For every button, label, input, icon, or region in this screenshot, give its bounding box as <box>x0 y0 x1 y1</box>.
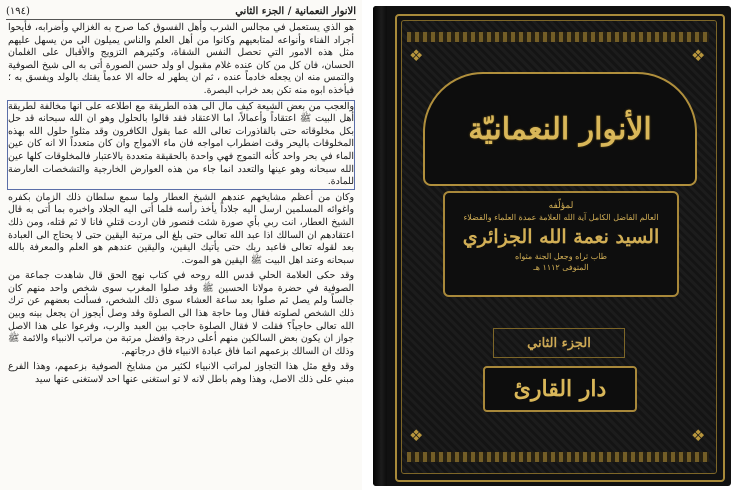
book-title: الأنوار النعمانيّة <box>468 111 652 147</box>
cover-author-panel <box>443 191 679 297</box>
book-cover <box>373 6 731 486</box>
running-title: الانوار النعمانية / الجزء الثاني <box>235 5 356 17</box>
corner-ornament-icon: ❖ <box>409 46 424 65</box>
author-honorific: العالم الفاضل الكامل آية الله العلامة عمدة العلماء والفضلاء <box>463 213 659 222</box>
paragraph: وقد حكى العلامة الحلي قدس الله روحه في كتاب نهج الحق قال شاهدت جماعة من الصوفية في حضرة مولانا الحسين ﷺ وقد صلوا المغرب سوى شخص واحد منهم كان جالساً ولم يصل ثم صلوا بعد ساعة العشاء سوى ذلك الشخص، فسألت بعضهم عن ترك ذلك الشخص لصلوته فقال وما حاجة هذا الى الصلوة وقد وصل أيجوز ان يجعل بينه وبين الله تعالى حاجباً؟ فقلت لا فقال الصلوة حاجب بين العبد والرب، وفرعوا على هذا الاصل جواز ان يكون بعض السالكين منهم أعلى درجة وافضل مرتبة من مراتب الانبياء والائمة ﷺ وذلك ان السالك بزعمهم انما فاق عبادة الانبياء فاق درجاتهم. <box>8 270 354 357</box>
cover-bottom-ornament-band <box>407 452 709 462</box>
volume-label: الجزء الثاني <box>493 328 625 358</box>
highlighted-paragraph: والعجب من بعض الشيعة كيف مال الى هذه الطريقة مع اطلاعه على انها مخالفة لطريقة أهل البيت ﷺ اعتقاداً وأعمالاً، اما الاعتقاد فقد قالوا بالحلول وهو ان الله سبحانه قد حل بكل مخلوقاته حتى بالقاذورات تعالى الله عما يقول الكافرون وقد مثلوا حلول الله بهذه المخلوقات باليحر وقت اضطراب امواجه فان ماء الامواج وان كان متعدداً الا انه كان عين الماء في بحر واحد كأنه التموج فهي واحدة بالحقيقة متعددة بالاعتبار فالمخلوقات كلها عين الله سبحانه وهو عينها والتعدد انما جاء من هذه العوارض الخارجية والتشخصات العارضة للمادة. <box>8 100 354 188</box>
author-blessing: طاب ثراه وجعل الجنة مثواه <box>514 252 608 261</box>
page-number: (١٩٤) <box>6 5 30 17</box>
corner-ornament-icon: ❖ <box>691 426 706 445</box>
paragraph: هو الذي يستعمل في مجالس الشرب وأهل الفسوق كما صرح به الغزالي وأضرابه، فأيحوا أجراد الفناء وأنواعه لمتابعيهم وكانوا من أهل العلم والناس يميلون الى من يسهل عليهم مثل هذه الامور التي تحصل النفس الشقاة، وكثيرهم التزويج والأقبال على الغلمان الحسان، فان كل من كان عنده غلام مقبول او ولد حسن الصورة أتى به الى شيخ الصوفية والتمس منه ان يجعله خادماً عنده ، ثم ان يطهر له حاله الا عدماً يقتك بالولد ويفسق به ؛ فيأخذه ابوه منه تكن بعد خراب البصرة. <box>8 22 354 96</box>
paragraph: وكان من أعظم مشايخهم عندهم الشيخ العطار ولما سمع سلطان ذلك الزمان بكفره واغوائه المسلمين ارسل اليه جلاداً يأخذ رأسه فلما أتى اليه الجلاد واخبره بما أتى به قال الشيخ العطار، انت ربي بأي صورة شئت فنصور فان اردت قتلي فانا لا ثم قتله، ومن ذلك اعتقادهم ان السالك اذا عبد الله تعالى حتى بلغ الى مرتبة اليقين حتى لا يحتاج الى العبادة بعد لقوله تعالى فاعبد ربك حتى يأتيك اليقين، واليقين عندهم هو العلم والمعرفة بالله سبحانه وعند اهل البيت ﷺ اليقين هو الموت. <box>8 191 354 266</box>
cover-spine-edge <box>373 6 387 486</box>
paragraph: وقد وقع مثل هذا التجاوز لمراتب الانبياء لكثير من مشايخ الصوفية بزعمهم، وهذا الفرع مبني على ذلك الاصل، وهذا وهم باطل لانه لا تو استغنى عنها احد لاستغنى عنها سيد <box>8 361 354 386</box>
publisher-label: دار القارئ <box>483 366 637 412</box>
author-name: السيد نعمة الله الجزائري <box>462 226 660 248</box>
author-prefix: لمؤلّفه <box>548 201 574 211</box>
corner-ornament-icon: ❖ <box>691 46 706 65</box>
author-death-year: المتوفى ١١١٢ هـ <box>533 263 589 272</box>
book-page-scan <box>0 0 362 490</box>
page-body <box>8 22 354 488</box>
cover-title-panel <box>423 72 697 186</box>
cover-top-ornament-band <box>407 32 709 42</box>
corner-ornament-icon: ❖ <box>409 426 424 445</box>
header-rule <box>6 19 356 20</box>
page-header <box>6 3 356 19</box>
